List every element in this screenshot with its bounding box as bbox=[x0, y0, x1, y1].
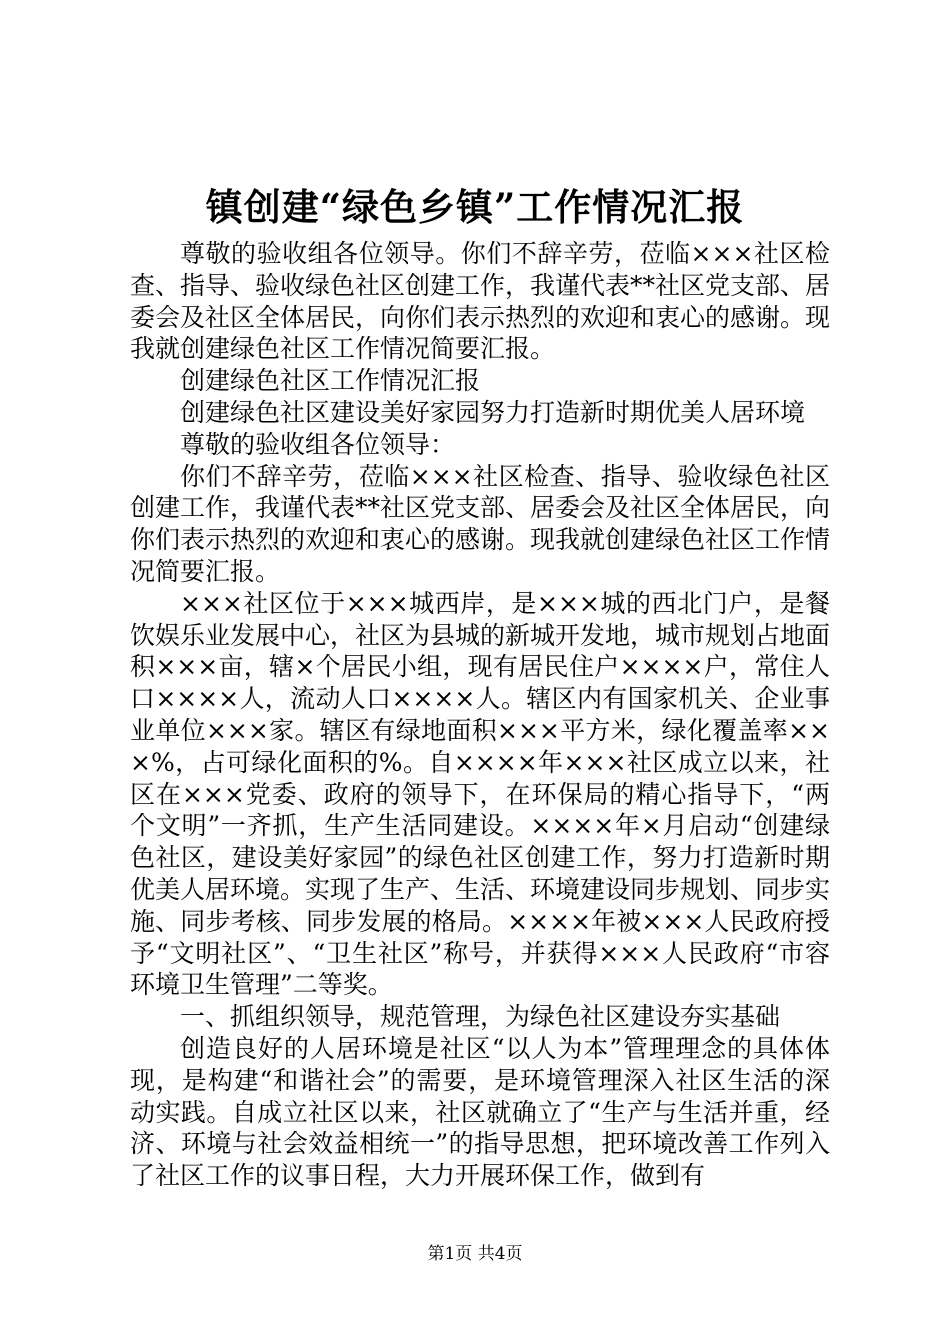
paragraph-section-heading-1: 一、抓组织领导，规范管理，为绿色社区建设夯实基础 bbox=[180, 1002, 781, 1032]
page-footer: 第1页 共4页 bbox=[427, 1244, 523, 1264]
paragraph-report-subtitle: 创建绿色社区建设美好家园努力打造新时期优美人居环境 bbox=[180, 397, 806, 427]
paragraph-report-heading: 创建绿色社区工作情况汇报 bbox=[180, 366, 481, 396]
paragraph-welcome: 你们不辞辛劳，莅临×××社区检查、指导、验收绿色社区创建工作，我谨代表**社区党支部、居委会及社区全体居民，向你们表示热烈的欢迎和衷心的感谢。现我就创建绿色社区工作情况简要汇报。 bbox=[130, 461, 831, 586]
paragraph-section-1-body: 创造良好的人居环境是社区“以人为本”管理理念的具体体现，是构建“和谐社会”的需要，是环境管理深入社区生活的深动实践。自成立社区以来，社区就确立了“生产与生活并重，经济、环境与社会效益相统一”的指导思想，把环境改善工作列入了社区工作的议事日程，大力开展环保工作，做到有 bbox=[130, 1033, 830, 1191]
paragraph-greeting-intro: 尊敬的验收组各位领导。你们不辞辛劳，莅临×××社区检查、指导、验收绿色社区创建工作，我谨代表**社区党支部、居委会及社区全体居民，向你们表示热烈的欢迎和衷心的感谢。现我就创建绿色社区工作情况简要汇报。 bbox=[130, 239, 831, 364]
document-body bbox=[130, 238, 830, 1192]
paragraph-community-overview: ×××社区位于×××城西岸，是×××城的西北门户，是餐饮娱乐业发展中心，社区为县城的新城开发地，城市规划占地面积×××亩，辖×个居民小组，现有居民住户××××户，常住人口××××人，流动人口××××人。辖区内有国家机关、企业事业单位×××家。辖区有绿地面积×××平方米，绿化覆盖率×××%，占可绿化面积的%。自××××年×××社区成立以来，社区在×××党委、政府的领导下，在环保局的精心指导下，“两个文明”一齐抓，生产生活同建设。××××年×月启动“创建绿色社区，建设美好家园”的绿色社区创建工作，努力打造新时期优美人居环境。实现了生产、生活、环境建设同步规划、同步实施、同步考核、同步发展的格局。××××年被×××人民政府授予“文明社区”、“卫生社区”称号，并获得×××人民政府“市容环境卫生管理”二等奖。 bbox=[130, 588, 831, 1000]
document-title: 镇创建“绿色乡镇”工作情况汇报 bbox=[205, 185, 745, 229]
paragraph-salutation: 尊敬的验收组各位领导： bbox=[180, 429, 456, 459]
